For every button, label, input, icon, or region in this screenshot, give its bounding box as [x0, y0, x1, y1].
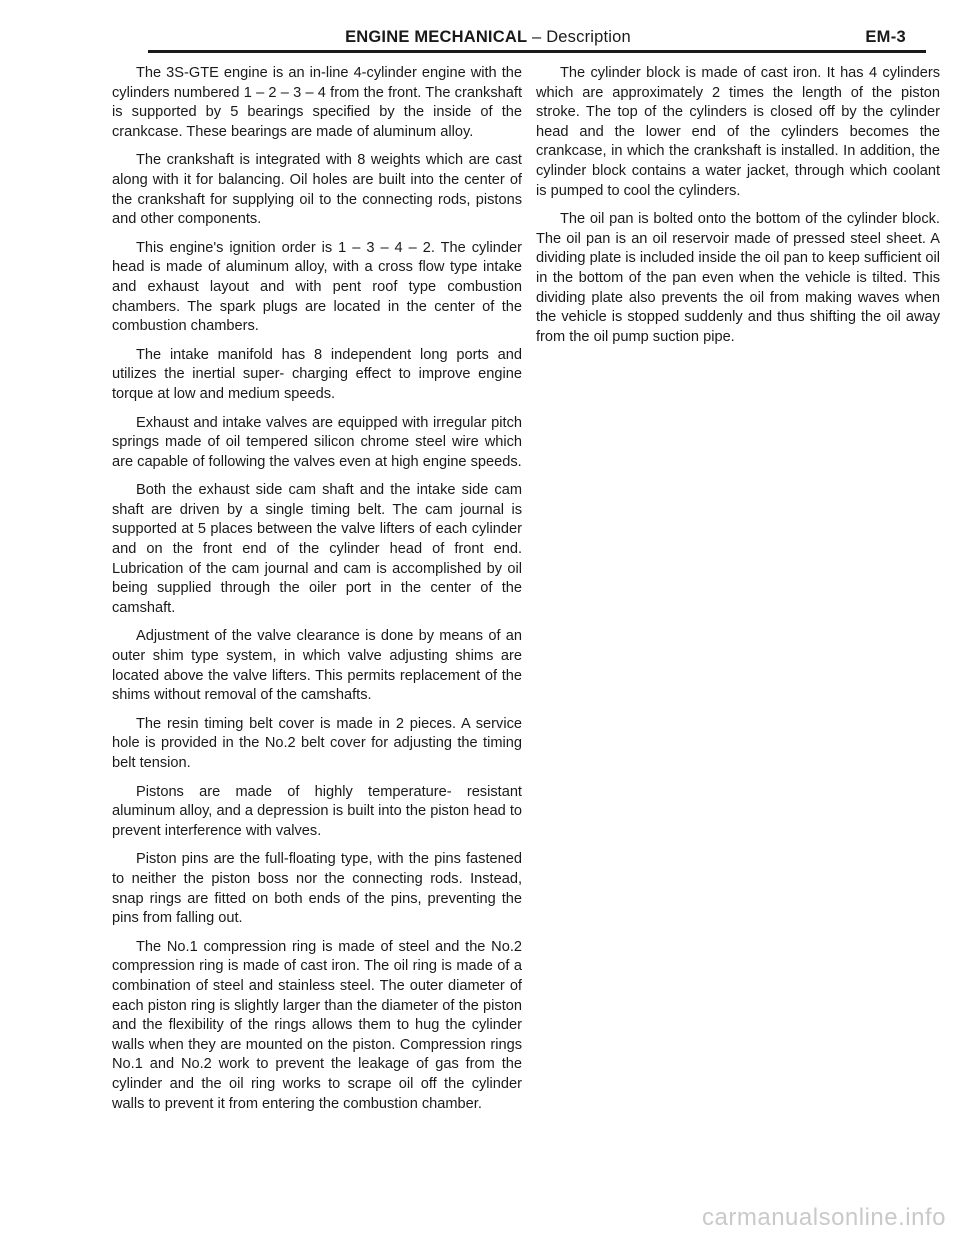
page-number: EM-3	[865, 28, 906, 46]
paragraph: The oil pan is bolted onto the bottom of the cylinder block. The oil pan is an oil reservoir made of pressed steel sheet. A dividing plate is included inside the oil pan to keep sufficient oil in the bottom of the pan even when the vehicle is tilted. This dividing plate also prevents the oil from making waves when the vehicle is stopped suddenly and thus shifting the oil away from the oil pump suction pipe.	[536, 211, 940, 345]
paragraph: Piston pins are the full-floating type, with the pins fastened to neither the piston boss nor the connecting rods. Instead, snap rings are fitted on both ends of the pins, preventing the pins from falling out.	[112, 851, 522, 927]
paragraph: The No.1 compression ring is made of steel and the No.2 compression ring is made of cast iron. The oil ring is made of a combination of steel and stainless steel. The outer diameter of each piston ring is slightly larger than the diameter of the piston and the flexibility of the rings allows them to hug the cylinder walls when they are mounted on the piston. Compression rings No.1 and No.2 work to prevent the leakage of gas from the cylinder and the oil ring works to scrape oil off the cylinder walls to prevent it from entering the combustion chamber.	[112, 938, 522, 1112]
right-column	[536, 64, 940, 356]
paragraph: The 3S-GTE engine is an in-line 4-cylinder engine with the cylinders numbered 1 – 2 – 3 – 4 from the front. The crankshaft is supported by 5 bearings specified by the inside of the crankcase. These bearings are made of aluminum alloy.	[112, 65, 522, 140]
title-separator: –	[527, 28, 547, 46]
paragraph: Adjustment of the valve clearance is done by means of an outer shim type system, in which valve adjusting shims are located above the valve lifters. This permits replacement of the shims without removal of the camshafts.	[112, 628, 522, 704]
paragraph: The intake manifold has 8 independent long ports and utilizes the inertial super- charging effect to improve engine torque at low and medium speeds.	[112, 346, 522, 402]
page-header	[148, 26, 924, 52]
left-column	[112, 64, 522, 1123]
paragraph: The resin timing belt cover is made in 2 pieces. A service hole is provided in the No.2 belt cover for adjusting the timing belt tension.	[112, 715, 522, 771]
watermark: carmanualsonline.info	[702, 1204, 946, 1231]
paragraph: The cylinder block is made of cast iron. It has 4 cylinders which are approximately 2 times the length of the piston stroke. The top of the cylinders is closed off by the cylinder head and the lower end of the cylinders becomes the crankcase, in which the crankshaft is installed. In addition, the cylinder block contains a water jacket, through which coolant is pumped to cool the cylinders.	[536, 65, 940, 199]
subsection-title: Description	[546, 28, 631, 46]
header-rule	[148, 50, 926, 53]
paragraph: Pistons are made of highly temperature- resistant aluminum alloy, and a depression is built into the piston head to prevent interference with valves.	[112, 783, 522, 839]
header-title	[148, 28, 828, 47]
section-title: ENGINE MECHANICAL	[345, 28, 528, 46]
paragraph: This engine's ignition order is 1 – 3 – 4 – 2. The cylinder head is made of aluminum alloy, with a cross flow type intake and exhaust layout and with pent roof type combustion chambers. The spark plugs are located in the center of the combustion chambers.	[112, 239, 522, 335]
paragraph: The crankshaft is integrated with 8 weights which are cast along with it for balancing. Oil holes are built into the center of the crankshaft for supplying oil to the connecting rods, pistons and other components.	[112, 152, 522, 228]
paragraph: Both the exhaust side cam shaft and the intake side cam shaft are driven by a single timing belt. The cam journal is supported at 5 places between the valve lifters of each cylinder and on the front end of the cylinder head of front end. Lubrication of the cam journal and cam is accomplished by oil being supplied through the oiler port in the center of the camshaft.	[112, 482, 522, 616]
paragraph: Exhaust and intake valves are equipped with irregular pitch springs made of oil tempered silicon chrome steel wire which are capable of following the valves even at high engine speeds.	[112, 414, 522, 470]
